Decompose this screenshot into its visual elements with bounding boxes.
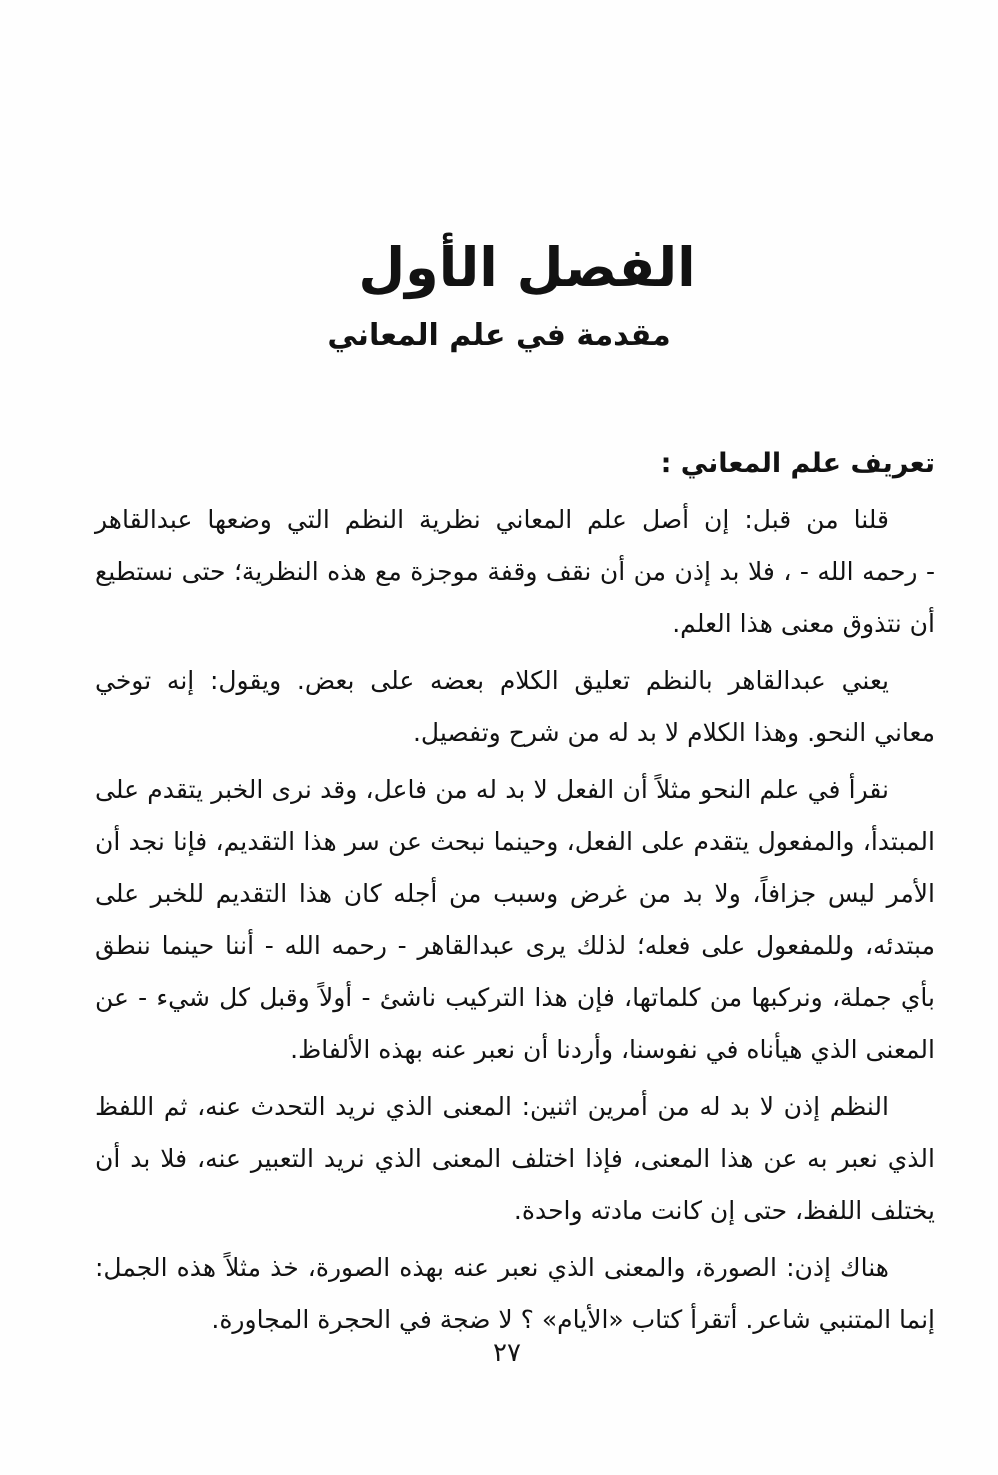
text-line: إنما المتنبي شاعر. أتقرأ كتاب «الأيام» ؟ لا ضجة في الحجرة المجاورة. <box>211 1305 935 1334</box>
text-line: مبتدئه، وللمفعول على فعله؛ لذلك يرى عبدالقاهر - رحمه الله - أننا حينما ننطق <box>95 931 935 960</box>
text-line: نقرأ في علم النحو مثلاً أن الفعل لا بد له من فاعل، وقد نرى الخبر يتقدم على <box>95 775 889 804</box>
text-line: المبتدأ، والمفعول يتقدم على الفعل، وحينما نبحث عن سر هذا التقديم، فإنا نجد أن <box>95 827 935 856</box>
paragraph <box>95 494 935 650</box>
paragraph <box>95 1242 935 1346</box>
text-line: النظم إذن لا بد له من أمرين اثنين: المعنى الذي نريد التحدث عنه، ثم اللفظ <box>95 1092 889 1121</box>
text-line: هناك إذن: الصورة، والمعنى الذي نعبر عنه بهذه الصورة، خذ مثلاً هذه الجمل: <box>95 1253 889 1282</box>
text-line: يعني عبدالقاهر بالنظم تعليق الكلام بعضه على بعض. ويقول: إنه توخي <box>95 666 889 695</box>
text-line: - رحمه الله - ، فلا بد إذن من أن نقف وقفة موجزة مع هذه النظرية؛ حتى نستطيع <box>95 557 935 586</box>
section-heading: تعريف علم المعاني : <box>660 448 935 479</box>
text-line: المعنى الذي هيأناه في نفوسنا، وأردنا أن نعبر عنه بهذه الألفاظ. <box>290 1035 935 1064</box>
text-line: أن نتذوق معنى هذا العلم. <box>672 609 935 638</box>
body-text <box>95 494 935 1351</box>
text-line: الذي نعبر به عن هذا المعنى، فإذا اختلف المعنى الذي نريد التعبير عنه، فلا بد أن <box>95 1144 935 1173</box>
text-line: الأمر ليس جزافاً، ولا بد من غرض وسبب من أجله كان هذا التقديم للخبر على <box>95 879 935 908</box>
paragraph <box>95 764 935 1076</box>
chapter-subtitle: مقدمة في علم المعاني <box>327 318 671 353</box>
paragraph <box>95 1081 935 1237</box>
text-line: قلنا من قبل: إن أصل علم المعاني نظرية النظم التي وضعها عبدالقاهر <box>95 505 889 534</box>
page-number: ٢٧ <box>493 1338 521 1368</box>
text-line: يختلف اللفظ، حتى إن كانت مادته واحدة. <box>513 1196 935 1225</box>
chapter-title: الفصل الأول <box>358 236 696 299</box>
text-line: بأي جملة، ونركبها من كلماتها، فإن هذا التركيب ناشئ - أولاً وقبل كل شيء - عن <box>95 983 935 1012</box>
text-line: معاني النحو. وهذا الكلام لا بد له من شرح وتفصيل. <box>412 718 935 747</box>
paragraph <box>95 655 935 759</box>
